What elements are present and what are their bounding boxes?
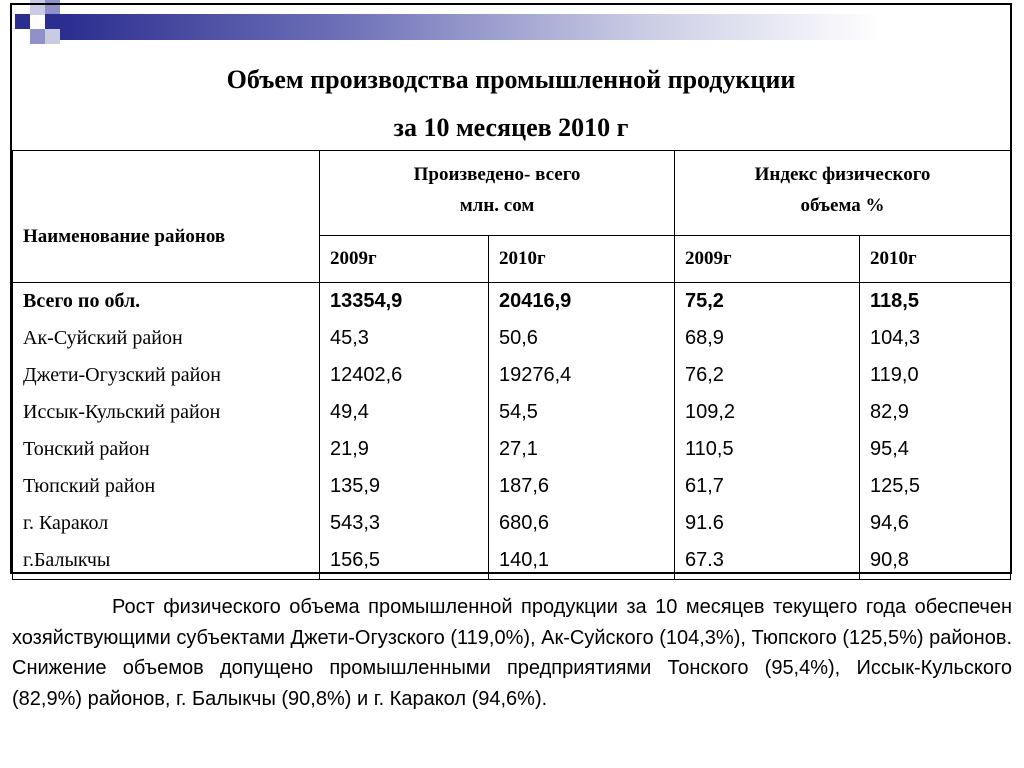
district-name: Тюпский район <box>23 475 156 497</box>
produced-2010-value: 27,1 <box>499 438 538 460</box>
produced-2009-value: 135,9 <box>330 475 381 497</box>
index-2010-value: 82,9 <box>870 401 909 423</box>
header-row-1 <box>13 151 1011 236</box>
header-index-line-2: объема % <box>800 195 885 216</box>
district-name: г.Балыкчы <box>23 549 111 571</box>
header-name-col: Наименование районов <box>13 151 320 283</box>
title-line-1: Объем производства промышленной продукции <box>226 65 796 94</box>
district-name: Иссык-Кульский район <box>23 401 221 423</box>
index-2010-value: 94,6 <box>870 512 909 534</box>
header-year: 2009г <box>320 236 489 283</box>
produced-2010-value: 187,6 <box>499 475 550 497</box>
production-table <box>12 150 1011 580</box>
district-name: Джети-Огузский район <box>23 364 222 386</box>
index-2010-value: 119,0 <box>870 364 919 386</box>
header-produced <box>320 151 675 236</box>
district-name: Всего по обл. <box>23 290 141 312</box>
district-names-cell <box>13 283 320 580</box>
header-produced-line-1: Произведено- всего <box>413 164 581 185</box>
produced-2009-value: 12402,6 <box>330 364 403 386</box>
produced-2010-cell <box>489 283 675 580</box>
index-2010-value: 104,3 <box>870 327 921 349</box>
header-index <box>675 151 1011 236</box>
index-2010-value: 125,5 <box>870 475 921 497</box>
header-produced-line-2: млн. сом <box>459 195 535 216</box>
page-title <box>12 56 1010 152</box>
title-line-2: за 10 месяцев 2010 г <box>393 113 629 142</box>
index-2009-value: 75,2 <box>685 290 724 312</box>
district-name: Тонский район <box>23 438 150 460</box>
produced-2010-value: 680,6 <box>499 512 550 534</box>
produced-2009-cell <box>320 283 489 580</box>
header-index-line-1: Индекс физического <box>754 164 931 185</box>
produced-2010-value: 50,6 <box>499 327 538 349</box>
header-year: 2010г <box>489 236 675 283</box>
header-year: 2009г <box>675 236 860 283</box>
produced-2009-value: 13354,9 <box>330 290 403 312</box>
index-2010-value: 90,8 <box>870 549 909 571</box>
produced-2010-value: 54,5 <box>499 401 538 423</box>
district-name: г. Каракол <box>23 512 109 534</box>
index-2009-value: 68,9 <box>685 327 724 349</box>
produced-2009-value: 543,3 <box>330 512 381 534</box>
produced-2009-value: 45,3 <box>330 327 369 349</box>
index-2009-value: 110,5 <box>685 438 734 460</box>
table-body-row <box>13 283 1011 580</box>
index-2009-value: 67.3 <box>685 549 724 571</box>
index-2009-value: 76,2 <box>685 364 724 386</box>
produced-2010-value: 20416,9 <box>499 290 572 312</box>
index-2010-value: 118,5 <box>870 290 919 312</box>
produced-2010-value: 19276,4 <box>499 364 572 386</box>
index-2009-value: 91.6 <box>685 512 724 534</box>
index-2009-value: 109,2 <box>685 401 736 423</box>
index-2009-value: 61,7 <box>685 475 724 497</box>
produced-2009-value: 156,5 <box>330 549 381 571</box>
produced-2009-value: 21,9 <box>330 438 369 460</box>
index-2010-cell <box>860 283 1011 580</box>
produced-2009-value: 49,4 <box>330 401 369 423</box>
index-2009-cell <box>675 283 860 580</box>
district-name: Ак-Суйский район <box>23 327 183 349</box>
header-year: 2010г <box>860 236 1011 283</box>
produced-2010-value: 140,1 <box>499 549 550 571</box>
summary-paragraph: Рост физического объема промышленной продукции за 10 месяцев текущего года обеспечен хозяйствующими субъектами Джети-Огузского (119,0%), Ак-Суйского (104,3%), Тюпского (125,5%) районов. Снижение объемов допущено промышленными предприятиями Тонского (95,4%), Иссык-Кульского (82,9%) районов, г. Балыкчы (90,8%) и г. Каракол (94,6%). <box>12 596 1012 710</box>
index-2010-value: 95,4 <box>870 438 909 460</box>
